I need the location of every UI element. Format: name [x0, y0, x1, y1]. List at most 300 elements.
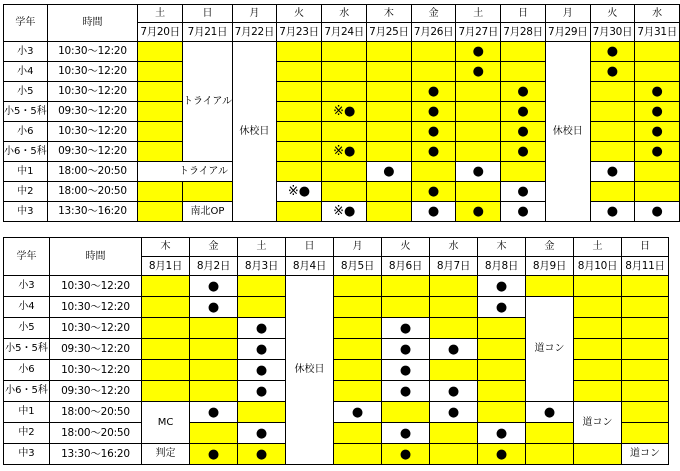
dokon-label: 道コン	[630, 448, 660, 459]
session-cell	[322, 202, 367, 222]
date: 8月3日	[238, 257, 286, 276]
session-cell	[574, 276, 622, 297]
session-cell	[138, 62, 183, 82]
time-cell: 10:30～12:20	[47, 82, 138, 102]
session-cell	[411, 82, 456, 102]
test-dot-icon: ●	[207, 299, 220, 315]
mock-exam-cell	[182, 202, 232, 222]
date: 8月10日	[574, 257, 622, 276]
test-dot-icon: ●	[399, 362, 412, 378]
session-cell	[382, 423, 430, 444]
session-cell	[501, 202, 546, 222]
date: 8月5日	[334, 257, 382, 276]
test-dot-icon: ●	[399, 341, 412, 357]
session-cell	[635, 162, 680, 182]
session-cell	[322, 82, 367, 102]
session-cell	[456, 82, 501, 102]
weekday: 木	[367, 5, 412, 23]
session-cell	[190, 276, 238, 297]
dokon-label: 道コン	[534, 343, 565, 354]
session-cell	[238, 318, 286, 339]
session-cell	[430, 297, 478, 318]
session-cell	[382, 318, 430, 339]
session-cell	[574, 318, 622, 339]
trial-label: トライアル	[178, 165, 228, 177]
time-cell: 09:30～12:20	[47, 102, 138, 122]
session-cell	[590, 162, 635, 182]
session-cell	[276, 42, 322, 62]
session-cell	[322, 142, 367, 162]
date: 7月30日	[590, 23, 635, 42]
session-cell	[501, 142, 546, 162]
grade-cell: 小6・5科	[4, 381, 50, 402]
session-cell	[138, 122, 183, 142]
date: 8月8日	[478, 257, 526, 276]
time-cell: 10:30～12:20	[47, 122, 138, 142]
session-cell	[334, 360, 382, 381]
date: 7月21日	[182, 23, 232, 42]
session-cell	[367, 162, 412, 182]
dokon-cell	[526, 297, 574, 402]
session-cell	[590, 202, 635, 222]
date: 7月28日	[501, 23, 546, 42]
test-dot-icon: ●	[255, 320, 268, 336]
weekday: 木	[478, 238, 526, 257]
time-cell: 10:30～12:20	[50, 276, 142, 297]
weekday: 日	[622, 238, 669, 257]
session-cell	[190, 381, 238, 402]
session-cell	[322, 42, 367, 62]
date: 8月7日	[430, 257, 478, 276]
session-cell	[334, 402, 382, 423]
weekday: 金	[190, 238, 238, 257]
grade-cell: 小3	[4, 42, 48, 62]
date: 7月23日	[276, 23, 322, 42]
session-cell	[590, 82, 635, 102]
weekday: 土	[238, 238, 286, 257]
weekday: 土	[456, 5, 501, 23]
session-cell	[574, 360, 622, 381]
session-cell	[411, 162, 456, 182]
time-cell: 10:30～12:20	[50, 318, 142, 339]
weekday: 火	[276, 5, 322, 23]
session-cell	[276, 102, 322, 122]
test-dot-icon: ●	[427, 184, 440, 199]
test-dot-icon: ●	[606, 64, 619, 79]
session-cell	[478, 297, 526, 318]
session-cell	[622, 339, 669, 360]
date: 8月11日	[622, 257, 669, 276]
session-cell	[622, 423, 669, 444]
session-cell	[367, 202, 412, 222]
weekday: 火	[590, 5, 635, 23]
session-cell	[622, 381, 669, 402]
session-cell	[635, 202, 680, 222]
mc-label: MC	[157, 416, 174, 428]
session-cell	[276, 62, 322, 82]
session-cell	[430, 318, 478, 339]
session-cell	[334, 318, 382, 339]
session-cell	[635, 122, 680, 142]
grade-cell: 小4	[4, 297, 50, 318]
weekday: 月	[545, 5, 590, 23]
time-cell: 10:30～12:20	[50, 297, 142, 318]
time-cell: 18:00～20:50	[50, 402, 142, 423]
test-dot-icon: ●	[495, 425, 508, 441]
test-dot-icon: ●	[472, 164, 484, 179]
date: 7月22日	[232, 23, 276, 42]
session-cell	[622, 297, 669, 318]
session-cell	[138, 82, 183, 102]
session-cell	[238, 276, 286, 297]
weekday: 月	[334, 238, 382, 257]
session-cell	[526, 402, 574, 423]
session-cell	[334, 339, 382, 360]
session-cell	[478, 402, 526, 423]
session-cell	[622, 360, 669, 381]
session-cell	[456, 42, 501, 62]
session-cell	[190, 297, 238, 318]
test-dot-icon: ●	[207, 446, 220, 462]
session-cell	[138, 102, 183, 122]
grade-cell: 中1	[4, 162, 48, 182]
session-cell	[622, 276, 669, 297]
session-cell	[334, 276, 382, 297]
session-cell	[574, 444, 622, 465]
session-cell	[501, 82, 546, 102]
time-cell: 09:30～12:20	[50, 381, 142, 402]
test-dot-icon: ●	[255, 341, 268, 357]
grade-cell: 小5	[4, 318, 50, 339]
session-cell	[635, 82, 680, 102]
time-cell: 18:00～20:50	[50, 423, 142, 444]
grade-cell: 中2	[4, 182, 48, 202]
dokon-cell	[622, 444, 669, 465]
time-header: 時間	[47, 5, 138, 42]
closed-day-cell	[232, 42, 276, 222]
time-cell: 09:30～12:20	[50, 339, 142, 360]
session-cell	[334, 381, 382, 402]
session-cell	[635, 142, 680, 162]
session-cell	[478, 444, 526, 465]
session-cell	[430, 339, 478, 360]
grade-cell: 小6・5科	[4, 142, 48, 162]
judgement-label: 判定	[155, 448, 176, 459]
session-cell	[382, 381, 430, 402]
session-cell	[456, 162, 501, 182]
test-dot-icon: ●	[399, 383, 412, 399]
date: 8月4日	[286, 257, 334, 276]
grade-cell: 中1	[4, 402, 50, 423]
session-cell	[382, 339, 430, 360]
session-cell	[430, 381, 478, 402]
time-cell: 13:30～16:20	[50, 444, 142, 465]
session-cell	[382, 297, 430, 318]
closed-day-label: 休校日	[239, 125, 270, 137]
test-dot-icon: ●	[427, 204, 440, 219]
session-cell	[367, 122, 412, 142]
session-cell	[411, 122, 456, 142]
closed-day-label: 休校日	[552, 125, 583, 137]
weekday: 木	[142, 238, 190, 257]
weekday: 土	[138, 5, 183, 23]
session-cell	[622, 318, 669, 339]
session-cell	[238, 297, 286, 318]
session-cell	[276, 122, 322, 142]
test-dot-icon: ●	[517, 124, 529, 139]
test-dot-icon: ●	[255, 425, 268, 441]
test-dot-icon: ●	[427, 104, 440, 119]
mc-cell	[142, 402, 190, 444]
test-dot-icon: ●	[399, 320, 412, 336]
session-cell	[411, 102, 456, 122]
session-cell	[238, 360, 286, 381]
session-cell	[238, 339, 286, 360]
date: 8月2日	[190, 257, 238, 276]
session-cell	[526, 276, 574, 297]
weekday: 水	[322, 5, 367, 23]
date: 7月24日	[322, 23, 367, 42]
july-schedule-table	[3, 4, 680, 222]
test-dot-icon: ●	[651, 144, 663, 159]
session-cell	[430, 423, 478, 444]
date: 7月25日	[367, 23, 412, 42]
test-dot-icon: ●	[543, 404, 556, 420]
trial-cell	[182, 42, 232, 162]
session-cell	[276, 162, 322, 182]
session-cell	[322, 162, 367, 182]
session-cell	[590, 122, 635, 142]
session-cell	[574, 381, 622, 402]
date: 8月9日	[526, 257, 574, 276]
session-cell	[478, 423, 526, 444]
time-cell: 13:30～16:20	[47, 202, 138, 222]
session-cell	[276, 182, 322, 202]
session-cell	[526, 423, 574, 444]
session-cell	[182, 182, 232, 202]
test-dot-icon: ●	[399, 425, 412, 441]
date: 7月27日	[456, 23, 501, 42]
session-cell	[478, 276, 526, 297]
date: 8月6日	[382, 257, 430, 276]
test-dot-icon: ●	[495, 278, 508, 294]
session-cell	[635, 102, 680, 122]
test-dot-icon: ●	[447, 383, 460, 399]
grade-cell: 小5・5科	[4, 102, 48, 122]
test-dot-icon: ●	[351, 404, 364, 420]
test-dot-icon: ●	[255, 362, 268, 378]
session-cell	[367, 102, 412, 122]
session-cell	[190, 318, 238, 339]
weekday: 金	[526, 238, 574, 257]
session-cell	[190, 402, 238, 423]
august-schedule-table	[3, 237, 669, 465]
session-cell	[190, 360, 238, 381]
grade-header: 学年	[4, 238, 50, 276]
session-cell	[501, 42, 546, 62]
test-dot-icon: ●	[447, 341, 460, 357]
test-dot-icon: ●	[255, 383, 268, 399]
session-cell	[190, 423, 238, 444]
session-cell	[142, 339, 190, 360]
grade-cell: 小6	[4, 360, 50, 381]
session-cell	[456, 202, 501, 222]
date: 7月26日	[411, 23, 456, 42]
test-dot-icon: ●	[517, 204, 529, 219]
time-cell: 18:00～20:50	[47, 182, 138, 202]
time-cell: 10:30～12:20	[47, 62, 138, 82]
grade-cell: 小3	[4, 276, 50, 297]
special-test-dot-icon: ※●	[287, 184, 311, 199]
closed-day-label: 休校日	[294, 364, 325, 375]
weekday: 水	[635, 5, 680, 23]
session-cell	[367, 142, 412, 162]
session-cell	[635, 42, 680, 62]
grade-cell: 中3	[4, 202, 48, 222]
test-dot-icon: ●	[495, 299, 508, 315]
session-cell	[501, 102, 546, 122]
test-dot-icon: ●	[517, 184, 529, 199]
test-dot-icon: ●	[207, 404, 220, 420]
session-cell	[138, 182, 183, 202]
grade-cell: 中3	[4, 444, 50, 465]
session-cell	[590, 42, 635, 62]
session-cell	[456, 142, 501, 162]
test-dot-icon: ●	[606, 164, 619, 179]
test-dot-icon: ●	[427, 144, 440, 159]
test-dot-icon: ●	[606, 44, 619, 59]
session-cell	[322, 182, 367, 202]
date: 7月20日	[138, 23, 183, 42]
dokon-label: 道コン	[582, 416, 613, 428]
session-cell	[367, 82, 412, 102]
session-cell	[411, 42, 456, 62]
test-dot-icon: ●	[207, 278, 220, 294]
session-cell	[411, 202, 456, 222]
session-cell	[456, 182, 501, 202]
grade-cell: 中2	[4, 423, 50, 444]
session-cell	[478, 339, 526, 360]
session-cell	[501, 62, 546, 82]
session-cell	[478, 360, 526, 381]
test-dot-icon: ●	[427, 84, 440, 99]
session-cell	[430, 276, 478, 297]
weekday: 土	[574, 238, 622, 257]
session-cell	[526, 444, 574, 465]
grade-cell: 小5	[4, 82, 48, 102]
session-cell	[238, 423, 286, 444]
session-cell	[622, 402, 669, 423]
test-dot-icon: ●	[255, 446, 268, 462]
grade-cell: 小6	[4, 122, 48, 142]
trial-cell	[138, 162, 233, 182]
session-cell	[635, 62, 680, 82]
session-cell	[334, 444, 382, 465]
session-cell	[334, 423, 382, 444]
session-cell	[322, 102, 367, 122]
test-dot-icon: ●	[472, 64, 484, 79]
session-cell	[382, 360, 430, 381]
session-cell	[635, 182, 680, 202]
trial-label: トライアル	[182, 95, 232, 107]
session-cell	[138, 142, 183, 162]
session-cell	[501, 182, 546, 202]
session-cell	[478, 318, 526, 339]
session-cell	[142, 297, 190, 318]
weekday: 金	[411, 5, 456, 23]
session-cell	[411, 182, 456, 202]
special-test-dot-icon: ※●	[333, 204, 356, 219]
weekday: 日	[286, 238, 334, 257]
grade-cell: 小4	[4, 62, 48, 82]
weekday: 日	[501, 5, 546, 23]
session-cell	[456, 102, 501, 122]
session-cell	[238, 444, 286, 465]
session-cell	[276, 82, 322, 102]
session-cell	[238, 402, 286, 423]
session-cell	[501, 162, 546, 182]
session-cell	[367, 62, 412, 82]
time-cell: 18:00～20:50	[47, 162, 138, 182]
session-cell	[382, 444, 430, 465]
test-dot-icon: ●	[517, 144, 529, 159]
session-cell	[276, 202, 322, 222]
mock-exam-label: 南北OP	[190, 205, 225, 217]
weekday: 日	[182, 5, 232, 23]
session-cell	[142, 381, 190, 402]
weekday: 火	[382, 238, 430, 257]
session-cell	[322, 62, 367, 82]
special-test-dot-icon: ※●	[333, 104, 356, 119]
session-cell	[501, 122, 546, 142]
test-dot-icon: ●	[651, 84, 663, 99]
test-dot-icon: ●	[517, 84, 529, 99]
time-cell: 10:30～12:20	[47, 42, 138, 62]
session-cell	[276, 142, 322, 162]
time-header: 時間	[50, 238, 142, 276]
weekday: 水	[430, 238, 478, 257]
test-dot-icon: ●	[651, 204, 663, 219]
session-cell	[382, 276, 430, 297]
test-dot-icon: ●	[447, 404, 460, 420]
session-cell	[367, 42, 412, 62]
session-cell	[367, 182, 412, 202]
dokon-cell	[574, 402, 622, 444]
session-cell	[190, 444, 238, 465]
session-cell	[478, 381, 526, 402]
session-cell	[590, 62, 635, 82]
session-cell	[430, 360, 478, 381]
session-cell	[322, 122, 367, 142]
closed-day-cell	[286, 276, 334, 465]
session-cell	[590, 142, 635, 162]
test-dot-icon: ●	[399, 446, 412, 462]
test-dot-icon: ●	[427, 124, 440, 139]
test-dot-icon: ●	[383, 164, 395, 179]
session-cell	[142, 360, 190, 381]
time-cell: 09:30～12:20	[47, 142, 138, 162]
session-cell	[574, 297, 622, 318]
date: 7月29日	[545, 23, 590, 42]
session-cell	[411, 62, 456, 82]
session-cell	[590, 102, 635, 122]
special-test-dot-icon: ※●	[333, 144, 356, 159]
test-dot-icon: ●	[495, 446, 508, 462]
test-dot-icon: ●	[651, 104, 663, 119]
session-cell	[456, 122, 501, 142]
session-cell	[382, 402, 430, 423]
session-cell	[574, 339, 622, 360]
